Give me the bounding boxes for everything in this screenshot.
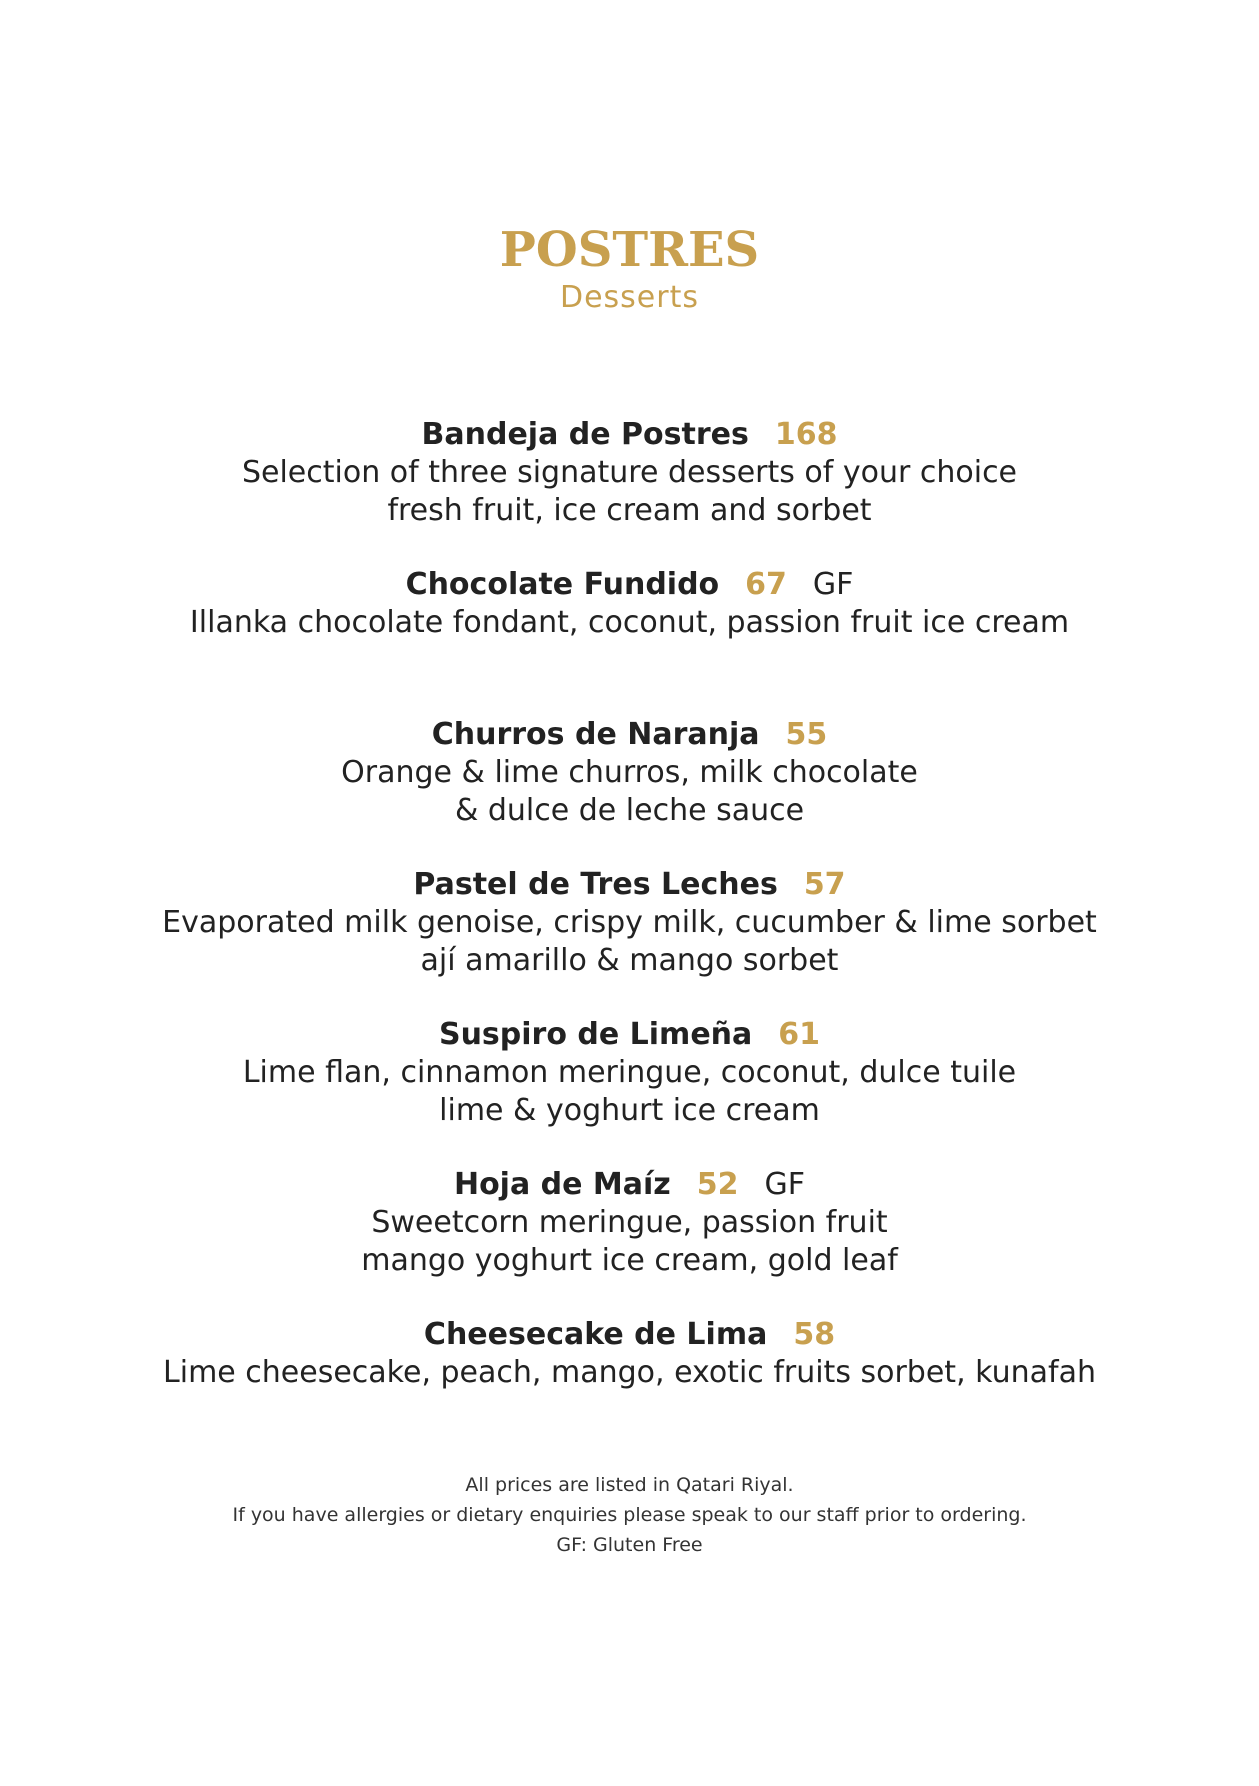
menu-item (0, 1166, 1259, 1316)
menu-item-price: 58 (793, 1317, 836, 1352)
menu-item-name: Cheesecake de Lima (423, 1317, 768, 1352)
menu-item-name: Suspiro de Limeña (438, 1017, 753, 1052)
menu-item-header (0, 1316, 1259, 1354)
menu-item-description: Sweetcorn meringue, passion fruit (371, 1205, 888, 1240)
menu-item-header (0, 1016, 1259, 1054)
menu-item-description: & dulce de leche sauce (454, 793, 805, 828)
menu-item-name: Chocolate Fundido (405, 567, 720, 602)
menu-item-price: 57 (803, 867, 846, 902)
menu-item-price: 67 (745, 567, 787, 602)
menu-item (0, 1316, 1259, 1466)
page-title: POSTRES (499, 222, 760, 278)
allergy-note: If you have allergies or dietary enquiries please speak to our staff prior to ordering. (232, 1504, 1027, 1526)
menu-item-description: lime & yoghurt ice cream (439, 1093, 820, 1128)
menu-item-header (0, 416, 1259, 454)
menu-footer (0, 1470, 1259, 1560)
menu-item-description: Illanka chocolate fondant, coconut, passion fruit ice cream (189, 605, 1070, 640)
menu-item-description: fresh fruit, ice cream and sorbet (387, 493, 872, 528)
menu-item-description: Lime flan, cinnamon meringue, coconut, dulce tuile (242, 1055, 1017, 1090)
menu-item-price: 52 (696, 1167, 739, 1202)
menu-item (0, 566, 1259, 716)
menu-item-header (0, 1166, 1259, 1204)
menu-item-description: Selection of three signature desserts of your choice (241, 455, 1018, 490)
gluten-free-tag: GF (812, 567, 854, 602)
menu-item (0, 1016, 1259, 1166)
menu-item-description: Orange & lime churros, milk chocolate (341, 755, 918, 790)
page-subtitle: Desserts (559, 280, 699, 315)
menu-header (0, 222, 1259, 316)
menu-item-header (0, 866, 1259, 904)
menu-item (0, 716, 1259, 866)
menu-item (0, 866, 1259, 1016)
menu-item-description: mango yoghurt ice cream, gold leaf (361, 1243, 898, 1278)
currency-note: All prices are listed in Qatari Riyal. (465, 1474, 794, 1496)
menu-item-name: Churros de Naranja (431, 717, 760, 752)
menu-item-price: 61 (778, 1017, 821, 1052)
menu-item-header (0, 566, 1259, 604)
gluten-free-tag: GF (764, 1167, 806, 1202)
menu-item (0, 416, 1259, 566)
gluten-free-legend: GF: Gluten Free (556, 1534, 703, 1556)
menu-item-description: ají amarillo & mango sorbet (420, 943, 839, 978)
menu-item-name: Hoja de Maíz (453, 1167, 671, 1202)
menu-item-name: Bandeja de Postres (421, 417, 749, 452)
dessert-list (0, 416, 1259, 1466)
menu-item-price: 55 (785, 717, 828, 752)
menu-item-description: Lime cheesecake, peach, mango, exotic fruits sorbet, kunafah (163, 1355, 1096, 1390)
menu-item-price: 168 (774, 417, 838, 452)
menu-item-header (0, 716, 1259, 754)
menu-item-name: Pastel de Tres Leches (413, 867, 778, 902)
menu-item-description: Evaporated milk genoise, crispy milk, cucumber & lime sorbet (162, 905, 1097, 940)
